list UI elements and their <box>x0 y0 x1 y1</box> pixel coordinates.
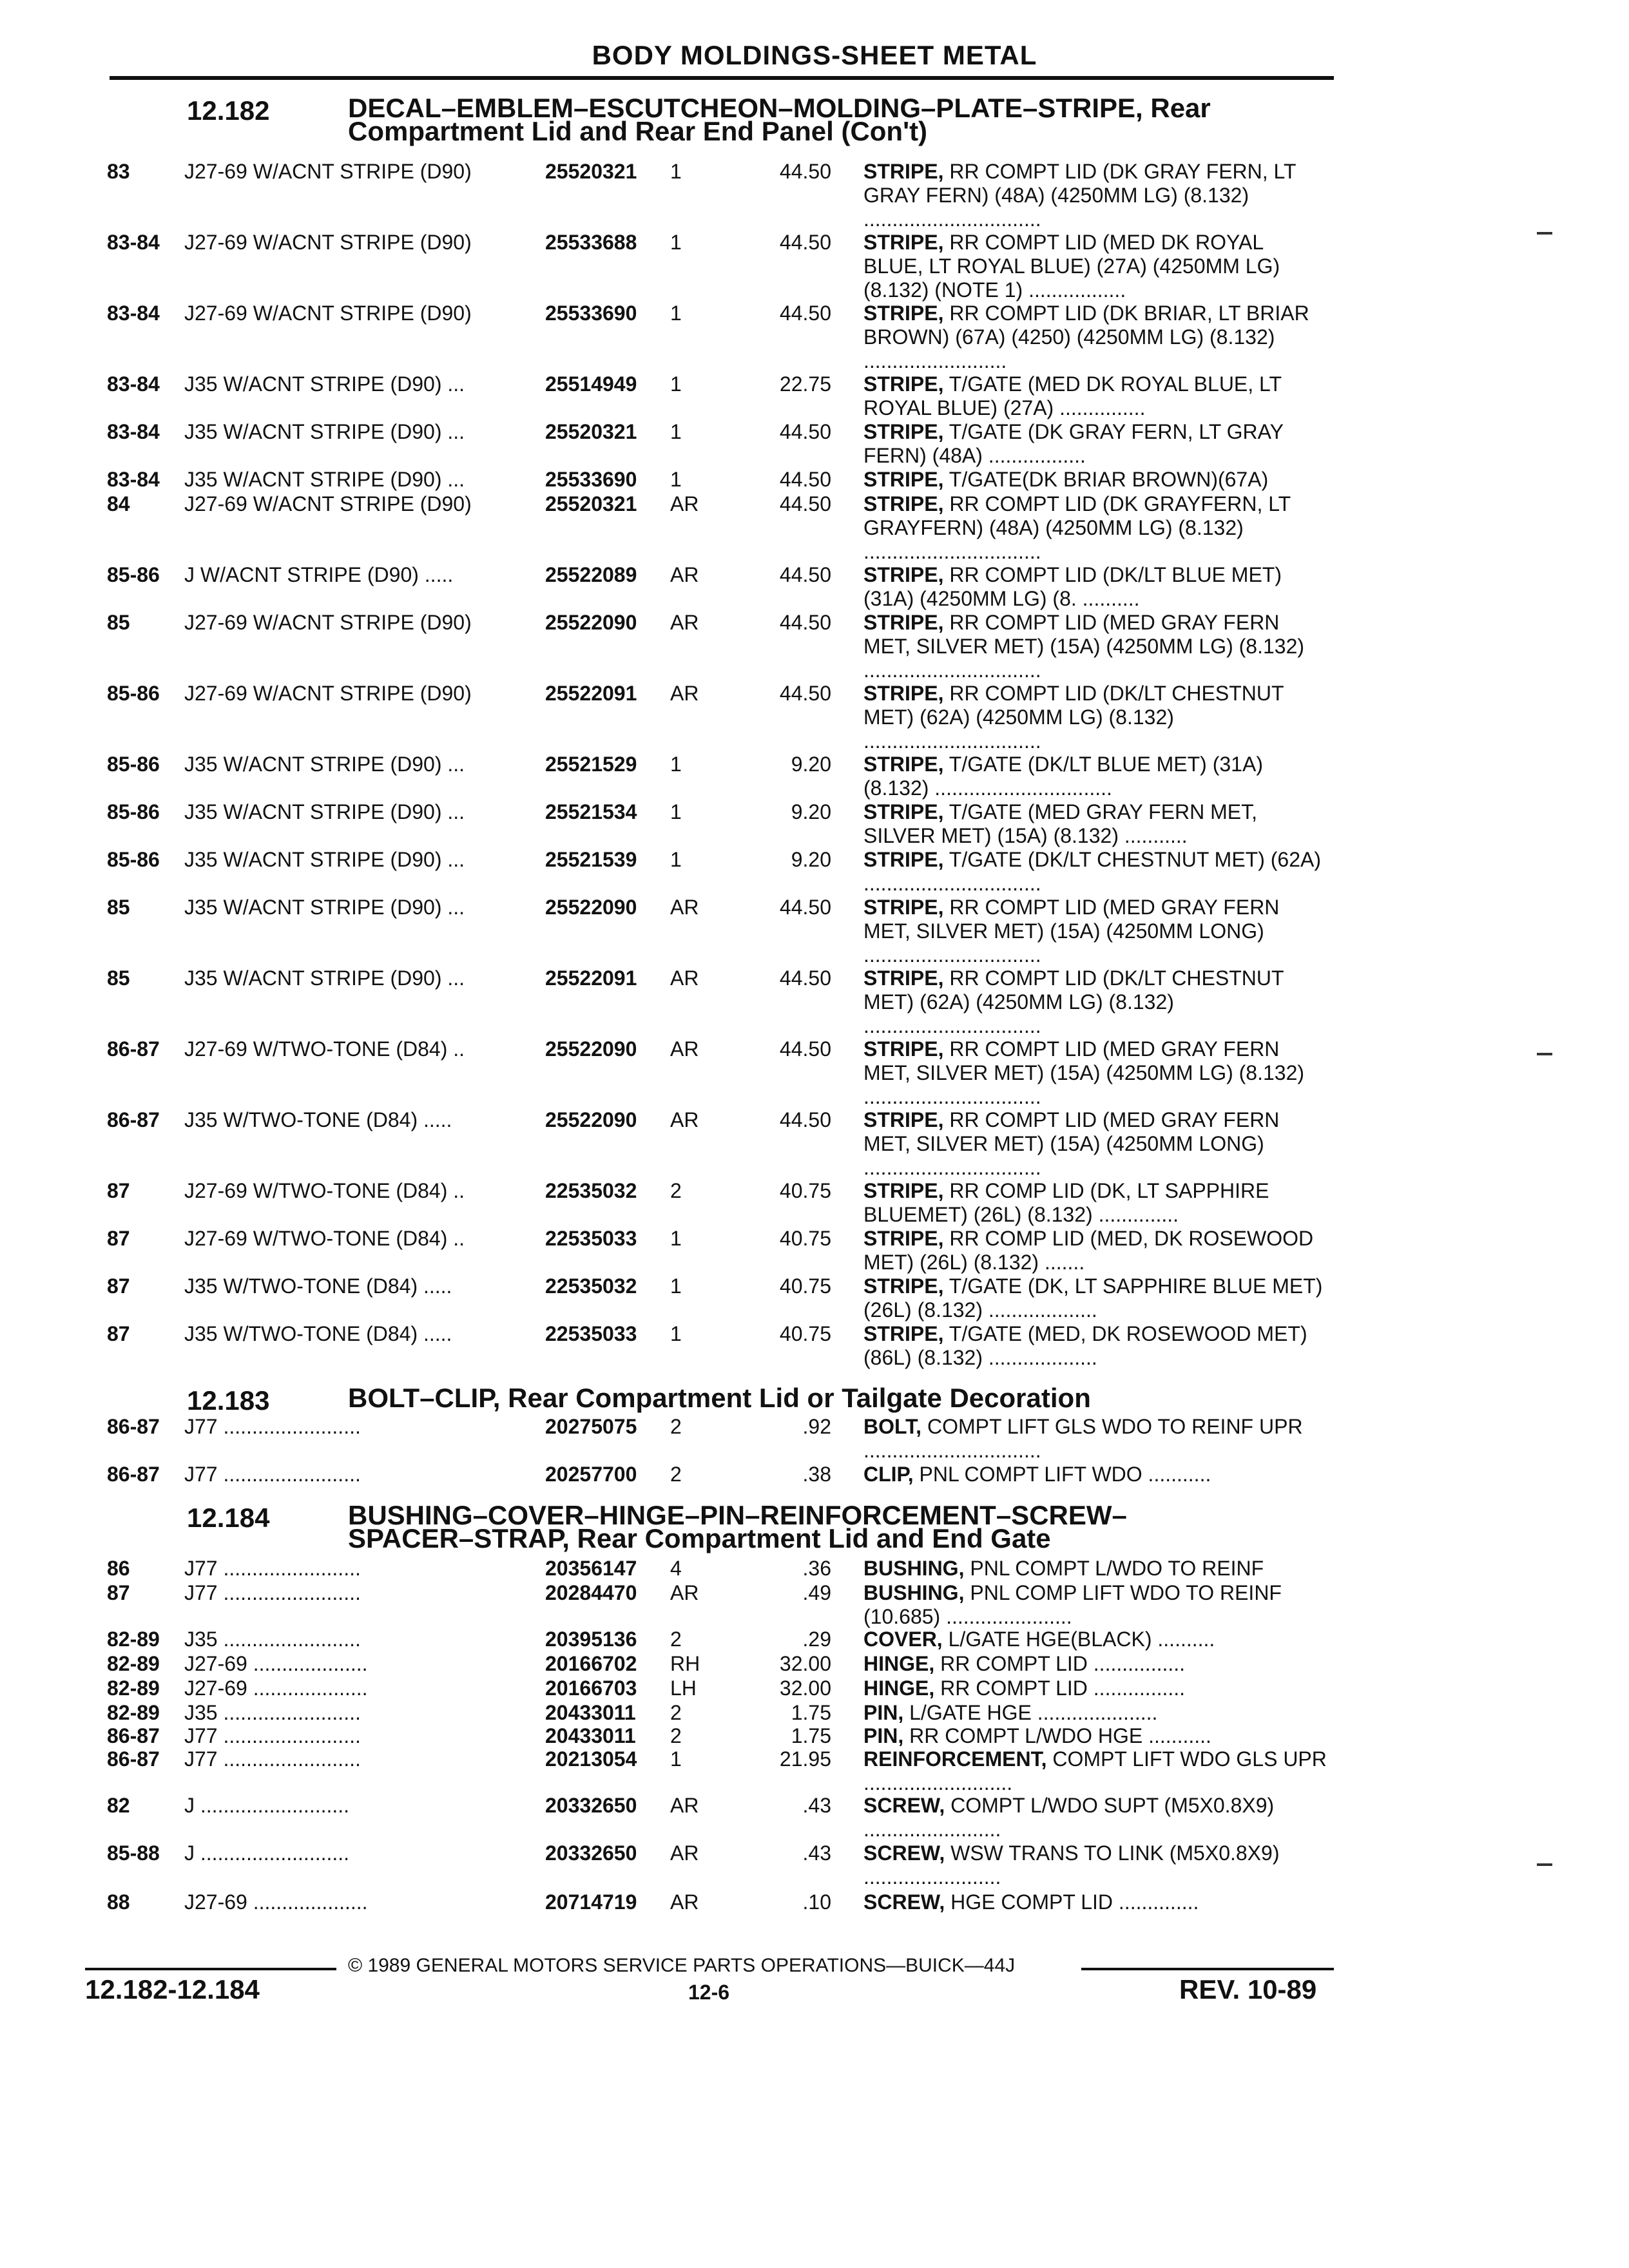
part-detail: L/GATE HGE(BLACK) .......... <box>942 1628 1215 1651</box>
price: 32.00 <box>779 1652 831 1675</box>
part-description <box>863 966 1327 1038</box>
model-year: 85-86 <box>107 682 160 705</box>
part-description <box>863 1652 1327 1676</box>
part-detail: RR COMPT LID (DK GRAYFERN, LT GRAYFERN) (48A) (4250MM LG) (8.132) ............................... <box>863 492 1291 563</box>
price: .92 <box>802 1415 831 1438</box>
model-year: 85 <box>107 611 130 634</box>
part-detail: RR COMPT LID (DK/LT CHESTNUT MET) (62A) (4250MM LG) (8.132) ............................... <box>863 682 1284 753</box>
section-number: 12.183 <box>187 1385 270 1416</box>
model-year: 87 <box>107 1179 130 1202</box>
quantity: 2 <box>670 1724 682 1747</box>
part-description <box>863 1841 1327 1889</box>
model-code: J77 ........................ <box>184 1415 361 1438</box>
part-number: 20332650 <box>545 1841 637 1865</box>
model-code: J35 W/TWO-TONE (D84) ..... <box>184 1108 452 1131</box>
part-number: 25522090 <box>545 896 637 919</box>
model-code: J27-69 W/ACNT STRIPE (D90) <box>184 611 472 634</box>
part-number: 20257700 <box>545 1463 637 1486</box>
part-name: STRIPE, <box>863 1037 944 1061</box>
part-number: 20332650 <box>545 1794 637 1817</box>
part-detail: RR COMP LID (DK, LT SAPPHIRE BLUEMET) (26L) (8.132) .............. <box>863 1179 1269 1226</box>
price: 40.75 <box>779 1227 831 1250</box>
quantity: 1 <box>670 372 682 396</box>
model-code: J27-69 W/ACNT STRIPE (D90) <box>184 682 472 705</box>
part-detail: RR COMPT LID (MED DK ROYAL BLUE, LT ROYAL BLUE) (27A) (4250MM LG) (8.132) (NOTE 1) ................. <box>863 231 1280 302</box>
model-code: J77 ........................ <box>184 1724 361 1747</box>
part-detail: WSW TRANS TO LINK (M5X0.8X9) ........................ <box>863 1841 1280 1888</box>
part-name: HINGE, <box>863 1677 935 1700</box>
part-number: 25521539 <box>545 848 637 871</box>
part-detail: RR COMPT LID (MED GRAY FERN MET, SILVER MET) (15A) (4250MM LG) (8.132) ............................... <box>863 1037 1305 1108</box>
model-code: J27-69 .................... <box>184 1677 368 1700</box>
part-description <box>863 1179 1327 1227</box>
part-description <box>863 231 1327 302</box>
quantity: 1 <box>670 231 682 254</box>
model-year: 86-87 <box>107 1724 160 1747</box>
footer-page-number: 12-6 <box>688 1981 730 2004</box>
model-year: 86-87 <box>107 1108 160 1131</box>
model-year: 83 <box>107 160 130 183</box>
price: 32.00 <box>779 1677 831 1700</box>
part-description <box>863 1415 1327 1463</box>
price: 44.50 <box>779 563 831 586</box>
model-year: 87 <box>107 1581 130 1604</box>
model-year: 82-89 <box>107 1652 160 1675</box>
quantity: 1 <box>670 420 682 443</box>
model-code: J35 W/ACNT STRIPE (D90) ... <box>184 468 465 491</box>
quantity: 2 <box>670 1628 682 1651</box>
price: 1.75 <box>791 1724 831 1747</box>
part-description <box>863 420 1327 468</box>
quantity: AR <box>670 1037 699 1061</box>
part-detail: RR COMPT L/WDO HGE ........... <box>903 1724 1211 1747</box>
quantity: 1 <box>670 753 682 776</box>
part-name: COVER, <box>863 1628 943 1651</box>
part-number: 25522090 <box>545 1108 637 1131</box>
model-code: J35 W/ACNT STRIPE (D90) ... <box>184 372 465 396</box>
price: 44.50 <box>779 231 831 254</box>
model-year: 88 <box>107 1890 130 1914</box>
part-number: 20166702 <box>545 1652 637 1675</box>
part-description <box>863 1701 1327 1725</box>
model-code: J .......................... <box>184 1794 350 1817</box>
part-description <box>863 1794 1327 1841</box>
part-name: STRIPE, <box>863 563 944 586</box>
part-number: 25521529 <box>545 753 637 776</box>
part-description <box>863 1322 1327 1370</box>
part-number: 20275075 <box>545 1415 637 1438</box>
part-detail: PNL COMPT LIFT WDO ........... <box>913 1463 1211 1486</box>
price: 21.95 <box>779 1747 831 1771</box>
footer-copyright: © 1989 GENERAL MOTORS SERVICE PARTS OPERATIONS—BUICK—44J <box>348 1955 1016 1976</box>
part-name: STRIPE, <box>863 372 944 396</box>
quantity: AR <box>670 611 699 634</box>
section-title-line: BUSHING–COVER–HINGE–PIN–REINFORCEMENT–SCREW– <box>348 1500 1127 1530</box>
part-description <box>863 1037 1327 1109</box>
part-number: 20433011 <box>545 1724 636 1747</box>
model-year: 87 <box>107 1274 130 1298</box>
model-year: 83-84 <box>107 420 160 443</box>
part-name: PIN, <box>863 1724 904 1747</box>
part-name: SCREW, <box>863 1794 945 1817</box>
footer-section-range: 12.182-12.184 <box>85 1974 260 2004</box>
quantity: 2 <box>670 1463 682 1486</box>
model-year: 85 <box>107 896 130 919</box>
section-number: 12.184 <box>187 1503 270 1533</box>
model-code: J35 W/TWO-TONE (D84) ..... <box>184 1322 452 1345</box>
model-year: 85-86 <box>107 753 160 776</box>
part-name: STRIPE, <box>863 682 944 705</box>
section-title-line: Compartment Lid and Rear End Panel (Con't) <box>348 116 928 146</box>
model-year: 87 <box>107 1227 130 1250</box>
model-code: J77 ........................ <box>184 1581 361 1604</box>
quantity: 1 <box>670 160 682 183</box>
part-description <box>863 1108 1327 1180</box>
part-detail: PNL COMP LIFT WDO TO REINF (10.685) ...................... <box>863 1581 1282 1628</box>
model-code: J35 W/ACNT STRIPE (D90) ... <box>184 753 465 776</box>
model-code: J35 ........................ <box>184 1701 361 1724</box>
quantity: AR <box>670 492 699 515</box>
model-code: J77 ........................ <box>184 1747 361 1771</box>
model-year: 86-87 <box>107 1415 160 1438</box>
part-name: STRIPE, <box>863 1227 944 1250</box>
quantity: AR <box>670 1890 699 1914</box>
quantity: RH <box>670 1652 700 1675</box>
part-name: STRIPE, <box>863 420 944 443</box>
model-year: 82-89 <box>107 1701 160 1724</box>
part-description <box>863 372 1327 420</box>
model-year: 85-86 <box>107 563 160 586</box>
section-title-line: SPACER–STRAP, Rear Compartment Lid and End Gate <box>348 1523 1051 1553</box>
part-number: 25522090 <box>545 611 637 634</box>
price: .38 <box>802 1463 831 1486</box>
price: 44.50 <box>779 160 831 183</box>
part-number: 20166703 <box>545 1677 637 1700</box>
model-code: J W/ACNT STRIPE (D90) ..... <box>184 563 454 586</box>
part-name: STRIPE, <box>863 896 944 919</box>
model-code: J27-69 .................... <box>184 1890 368 1914</box>
part-detail: RR COMPT LID (DK/LT BLUE MET) (31A) (4250MM LG) (8. .......... <box>863 563 1282 610</box>
part-detail: RR COMPT LID ................ <box>934 1652 1186 1675</box>
quantity: 2 <box>670 1179 682 1202</box>
margin-mark <box>1537 1863 1552 1866</box>
part-number: 20714719 <box>545 1890 637 1914</box>
margin-mark <box>1537 232 1552 235</box>
part-detail: COMPT LIFT GLS WDO TO REINF UPR ............................... <box>863 1415 1303 1462</box>
part-number: 20356147 <box>545 1557 637 1580</box>
part-number: 25533690 <box>545 468 637 491</box>
part-description <box>863 160 1327 231</box>
price: 44.50 <box>779 896 831 919</box>
part-number: 20395136 <box>545 1628 637 1651</box>
part-name: BUSHING, <box>863 1557 965 1580</box>
footer-rule-right <box>1081 1968 1334 1970</box>
quantity: 1 <box>670 1227 682 1250</box>
model-code: J35 W/TWO-TONE (D84) ..... <box>184 1274 452 1298</box>
model-year: 85 <box>107 966 130 990</box>
price: 44.50 <box>779 420 831 443</box>
quantity: 4 <box>670 1557 682 1580</box>
part-number: 25522089 <box>545 563 637 586</box>
quantity: AR <box>670 682 699 705</box>
price: 9.20 <box>791 848 831 871</box>
part-description <box>863 896 1327 967</box>
quantity: AR <box>670 1794 699 1817</box>
price: 44.50 <box>779 1037 831 1061</box>
part-description <box>863 848 1327 896</box>
part-name: STRIPE, <box>863 848 944 871</box>
part-name: STRIPE, <box>863 611 944 634</box>
price: 44.50 <box>779 682 831 705</box>
quantity: LH <box>670 1677 697 1700</box>
part-detail: COMPT LIFT WDO GLS UPR .......................... <box>863 1747 1327 1794</box>
part-detail: PNL COMPT L/WDO TO REINF <box>964 1557 1264 1580</box>
price: 40.75 <box>779 1179 831 1202</box>
part-name: BUSHING, <box>863 1581 965 1604</box>
part-description <box>863 1274 1327 1322</box>
price: .29 <box>802 1628 831 1651</box>
part-detail: T/GATE (DK, LT SAPPHIRE BLUE MET) (26L) (8.132) ................... <box>863 1274 1323 1321</box>
price: .49 <box>802 1581 831 1604</box>
price: 44.50 <box>779 966 831 990</box>
quantity: AR <box>670 563 699 586</box>
price: 22.75 <box>779 372 831 396</box>
part-number: 25520321 <box>545 420 637 443</box>
part-name: REINFORCEMENT, <box>863 1747 1047 1771</box>
price: .43 <box>802 1794 831 1817</box>
part-number: 20213054 <box>545 1747 637 1771</box>
part-description <box>863 1227 1327 1274</box>
part-detail: COMPT L/WDO SUPT (M5X0.8X9) ........................ <box>863 1794 1275 1841</box>
part-name: STRIPE, <box>863 1108 944 1131</box>
part-name: STRIPE, <box>863 160 944 183</box>
part-name: BOLT, <box>863 1415 922 1438</box>
model-year: 84 <box>107 492 130 515</box>
part-number: 20284470 <box>545 1581 637 1604</box>
model-year: 85-86 <box>107 800 160 823</box>
part-name: STRIPE, <box>863 966 944 990</box>
part-name: STRIPE, <box>863 302 944 325</box>
section-title-line: DECAL–EMBLEM–ESCUTCHEON–MOLDING–PLATE–STRIPE, Rear <box>348 93 1211 123</box>
part-detail: RR COMPT LID (DK/LT CHESTNUT MET) (62A) (4250MM LG) (8.132) ............................... <box>863 966 1284 1037</box>
model-year: 86 <box>107 1557 130 1580</box>
part-description <box>863 682 1327 753</box>
header-rule <box>110 76 1334 80</box>
quantity: 1 <box>670 1747 682 1771</box>
footer-revision: REV. 10-89 <box>1179 1974 1317 2004</box>
part-name: SCREW, <box>863 1890 945 1914</box>
model-year: 85-86 <box>107 848 160 871</box>
model-code: J27-69 .................... <box>184 1652 368 1675</box>
price: 9.20 <box>791 753 831 776</box>
part-detail: RR COMPT LID (MED GRAY FERN MET, SILVER MET) (15A) (4250MM LONG) ............................... <box>863 896 1280 966</box>
model-year: 86-87 <box>107 1037 160 1061</box>
quantity: 1 <box>670 468 682 491</box>
footer-rule-left <box>85 1968 336 1970</box>
part-number: 22535033 <box>545 1322 637 1345</box>
part-detail: T/GATE (MED, DK ROSEWOOD MET) (86L) (8.132) ................... <box>863 1322 1307 1369</box>
model-year: 86-87 <box>107 1747 160 1771</box>
quantity: 1 <box>670 800 682 823</box>
price: 44.50 <box>779 468 831 491</box>
part-number: 25522091 <box>545 966 637 990</box>
part-description <box>863 800 1327 848</box>
model-year: 83-84 <box>107 372 160 396</box>
quantity: 1 <box>670 1274 682 1298</box>
part-number: 22535032 <box>545 1274 637 1298</box>
model-code: J35 W/ACNT STRIPE (D90) ... <box>184 966 465 990</box>
price: 40.75 <box>779 1274 831 1298</box>
part-description <box>863 563 1327 611</box>
part-number: 25522091 <box>545 682 637 705</box>
part-name: STRIPE, <box>863 753 944 776</box>
price: 44.50 <box>779 611 831 634</box>
quantity: 2 <box>670 1701 682 1724</box>
part-description <box>863 1724 1327 1748</box>
model-code: J27-69 W/ACNT STRIPE (D90) <box>184 231 472 254</box>
part-detail: RR COMPT LID (DK GRAY FERN, LT GRAY FERN) (48A) (4250MM LG) (8.132) ............................... <box>863 160 1296 231</box>
quantity: AR <box>670 966 699 990</box>
part-detail: T/GATE (MED GRAY FERN MET, SILVER MET) (15A) (8.132) ........... <box>863 800 1258 847</box>
section-title-line: BOLT–CLIP, Rear Compartment Lid or Tailgate Decoration <box>348 1383 1091 1413</box>
part-name: STRIPE, <box>863 1179 944 1202</box>
part-description <box>863 1747 1327 1795</box>
model-code: J27-69 W/ACNT STRIPE (D90) <box>184 492 472 515</box>
section-title <box>348 93 1211 146</box>
part-name: STRIPE, <box>863 492 944 515</box>
part-description <box>863 753 1327 800</box>
part-detail: T/GATE (DK/LT CHESTNUT MET) (62A) ............................... <box>863 848 1322 895</box>
model-code: J27-69 W/TWO-TONE (D84) .. <box>184 1037 465 1061</box>
model-code: J27-69 W/TWO-TONE (D84) .. <box>184 1227 465 1250</box>
part-number: 25533688 <box>545 231 637 254</box>
quantity: 1 <box>670 302 682 325</box>
part-description <box>863 1677 1327 1700</box>
part-name: STRIPE, <box>863 800 944 823</box>
part-description <box>863 1581 1327 1629</box>
part-name: STRIPE, <box>863 1274 944 1298</box>
part-name: SCREW, <box>863 1841 945 1865</box>
part-name: PIN, <box>863 1701 904 1724</box>
model-code: J77 ........................ <box>184 1557 361 1580</box>
quantity: AR <box>670 1108 699 1131</box>
part-description <box>863 468 1327 492</box>
model-code: J35 W/ACNT STRIPE (D90) ... <box>184 896 465 919</box>
price: 40.75 <box>779 1322 831 1345</box>
part-detail: RR COMPT LID (MED GRAY FERN MET, SILVER MET) (15A) (4250MM LG) (8.132) ............................... <box>863 611 1305 682</box>
part-number: 20433011 <box>545 1701 636 1724</box>
model-code: J35 W/ACNT STRIPE (D90) ... <box>184 420 465 443</box>
price: .36 <box>802 1557 831 1580</box>
part-name: CLIP, <box>863 1463 914 1486</box>
part-number: 25514949 <box>545 372 637 396</box>
model-year: 82-89 <box>107 1677 160 1700</box>
part-number: 25533690 <box>545 302 637 325</box>
price: .10 <box>802 1890 831 1914</box>
price: 1.75 <box>791 1701 831 1724</box>
part-detail: RR COMP LID (MED, DK ROSEWOOD MET) (26L) (8.132) ....... <box>863 1227 1314 1274</box>
part-number: 25522090 <box>545 1037 637 1061</box>
price: 44.50 <box>779 1108 831 1131</box>
page-header-title: BODY MOLDINGS-SHEET METAL <box>592 40 1037 70</box>
quantity: AR <box>670 896 699 919</box>
model-year: 83-84 <box>107 302 160 325</box>
part-detail: RR COMPT LID ................ <box>934 1677 1186 1700</box>
part-number: 25520321 <box>545 492 637 515</box>
quantity: AR <box>670 1581 699 1604</box>
part-name: STRIPE, <box>863 231 944 254</box>
price: 9.20 <box>791 800 831 823</box>
part-detail: L/GATE HGE ..................... <box>903 1701 1158 1724</box>
section-number: 12.182 <box>187 95 270 126</box>
part-number: 22535032 <box>545 1179 637 1202</box>
model-year: 83-84 <box>107 468 160 491</box>
model-year: 86-87 <box>107 1463 160 1486</box>
quantity: 1 <box>670 848 682 871</box>
part-number: 25521534 <box>545 800 637 823</box>
part-detail: T/GATE (DK GRAY FERN, LT GRAY FERN) (48A) ................. <box>863 420 1284 467</box>
model-code: J77 ........................ <box>184 1463 361 1486</box>
model-code: J27-69 W/ACNT STRIPE (D90) <box>184 302 472 325</box>
price: 44.50 <box>779 302 831 325</box>
part-description <box>863 492 1327 564</box>
model-code: J27-69 W/TWO-TONE (D84) .. <box>184 1179 465 1202</box>
part-number: 22535033 <box>545 1227 637 1250</box>
model-year: 87 <box>107 1322 130 1345</box>
model-year: 82 <box>107 1794 130 1817</box>
model-code: J35 ........................ <box>184 1628 361 1651</box>
part-description <box>863 302 1327 373</box>
model-code: J35 W/ACNT STRIPE (D90) ... <box>184 848 465 871</box>
part-name: HINGE, <box>863 1652 935 1675</box>
section-title <box>348 1500 1127 1553</box>
part-detail: T/GATE (DK/LT BLUE MET) (31A) (8.132) ............................... <box>863 753 1263 800</box>
part-description <box>863 1557 1327 1581</box>
quantity: 2 <box>670 1415 682 1438</box>
model-code: J .......................... <box>184 1841 350 1865</box>
model-year: 83-84 <box>107 231 160 254</box>
part-detail: T/GATE (MED DK ROYAL BLUE, LT ROYAL BLUE) (27A) ............... <box>863 372 1282 419</box>
part-description <box>863 1463 1327 1486</box>
part-number: 25520321 <box>545 160 637 183</box>
part-detail: T/GATE(DK BRIAR BROWN)(67A) <box>943 468 1269 491</box>
part-description <box>863 1628 1327 1651</box>
part-detail: RR COMPT LID (DK BRIAR, LT BRIAR BROWN) (67A) (4250) (4250MM LG) (8.132) ......................... <box>863 302 1309 372</box>
part-name: STRIPE, <box>863 1322 944 1345</box>
part-description <box>863 611 1327 682</box>
quantity: 1 <box>670 1322 682 1345</box>
part-name: STRIPE, <box>863 468 944 491</box>
model-year: 85-88 <box>107 1841 160 1865</box>
model-code: J35 W/ACNT STRIPE (D90) ... <box>184 800 465 823</box>
margin-mark <box>1537 1053 1552 1055</box>
section-title <box>348 1383 1091 1413</box>
part-detail: HGE COMPT LID .............. <box>945 1890 1199 1914</box>
model-year: 82-89 <box>107 1628 160 1651</box>
quantity: AR <box>670 1841 699 1865</box>
price: 44.50 <box>779 492 831 515</box>
part-description <box>863 1890 1327 1914</box>
price: .43 <box>802 1841 831 1865</box>
part-detail: RR COMPT LID (MED GRAY FERN MET, SILVER MET) (15A) (4250MM LONG) ............................... <box>863 1108 1280 1179</box>
model-code: J27-69 W/ACNT STRIPE (D90) <box>184 160 472 183</box>
